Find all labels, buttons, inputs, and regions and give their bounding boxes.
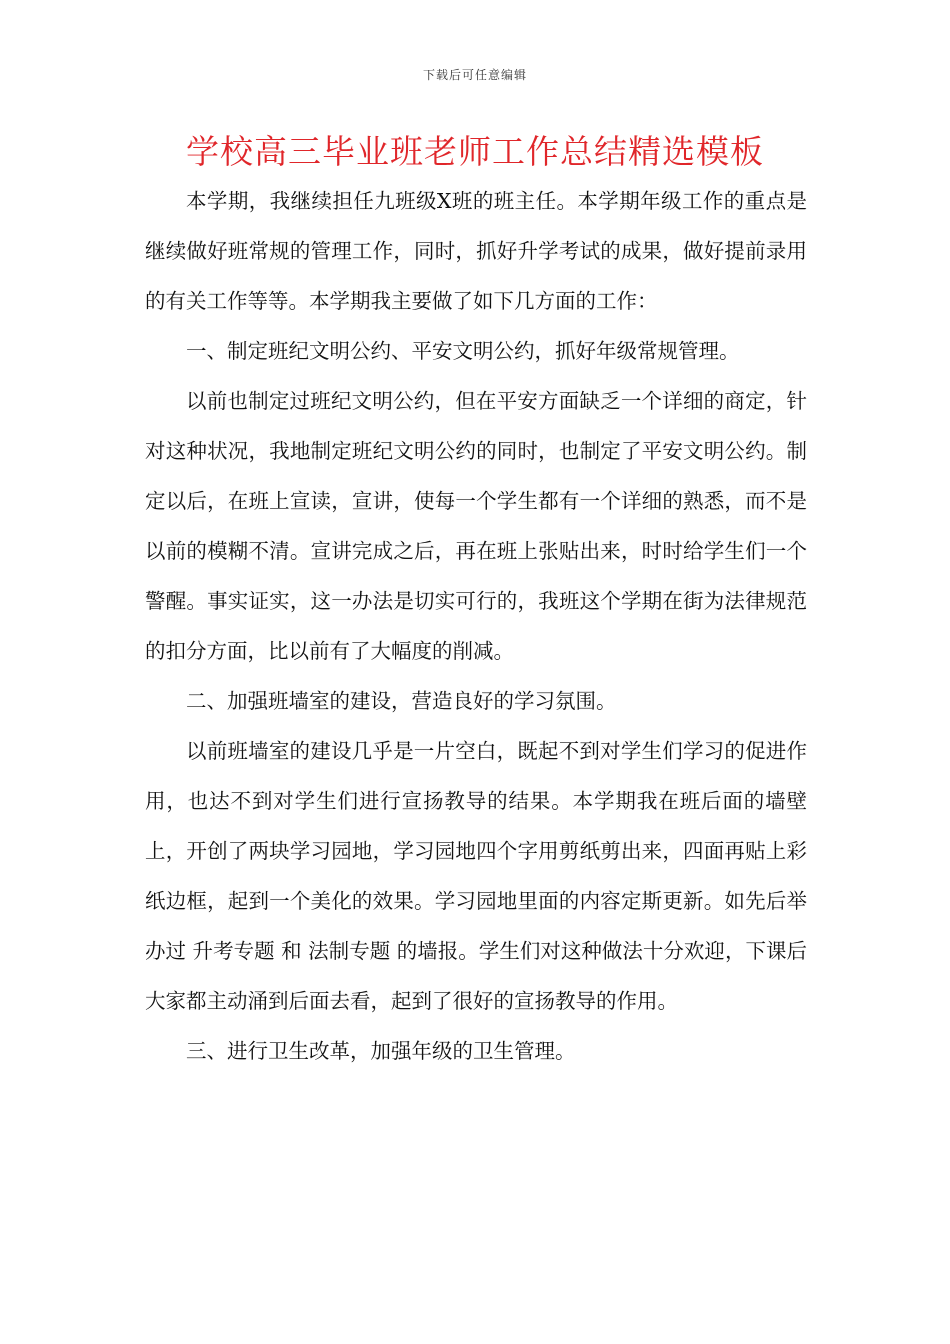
paragraph-section-1: 以前也制定过班纪文明公约，但在平安方面缺乏一个详细的商定，针对这种状况，我地制定班纪文明公约的同时，也制定了平安文明公约。制定以后，在班上宣读，宣讲，使每一个学生都有一个详细的熟悉，而不是以前的模糊不清。宣讲完成之后，再在班上张贴出来，时时给学生们一个警醒。事实证实，这一办法是切实可行的，我班这个学期在街为法律规范的扣分方面，比以前有了大幅度的削减。 <box>145 389 807 663</box>
document-body <box>145 176 807 1076</box>
section-heading-3: 三、进行卫生改革，加强年级的卫生管理。 <box>186 1039 576 1063</box>
paragraph-section-2: 以前班墙室的建设几乎是一片空白，既起不到对学生们学习的促进作用，也达不到对学生们进行宣扬教导的结果。本学期我在班后面的墙壁上，开创了两块学习园地，学习园地四个字用剪纸剪出来，四面再贴上彩纸边框，起到一个美化的效果。学习园地里面的内容定斯更新。如先后举办过 升考专题 和 法制专题 的墙报。学生们对这种做法十分欢迎，下课后大家都主动涌到后面去看，起到了很好的宣扬教导的作用。 <box>145 739 807 1013</box>
section-heading-1: 一、制定班纪文明公约、平安文明公约，抓好年级常规管理。 <box>186 339 740 363</box>
paragraph-intro: 本学期，我继续担任九班级X班的班主任。本学期年级工作的重点是继续做好班常规的管理工作，同时，抓好升学考试的成果，做好提前录用的有关工作等等。本学期我主要做了如下几方面的工作： <box>145 189 807 313</box>
document-title: 学校高三毕业班老师工作总结精选模板 <box>186 132 764 171</box>
header-note: 下载后可任意编辑 <box>422 68 527 82</box>
section-heading-2: 二、加强班墙室的建设，营造良好的学习氛围。 <box>186 689 617 713</box>
